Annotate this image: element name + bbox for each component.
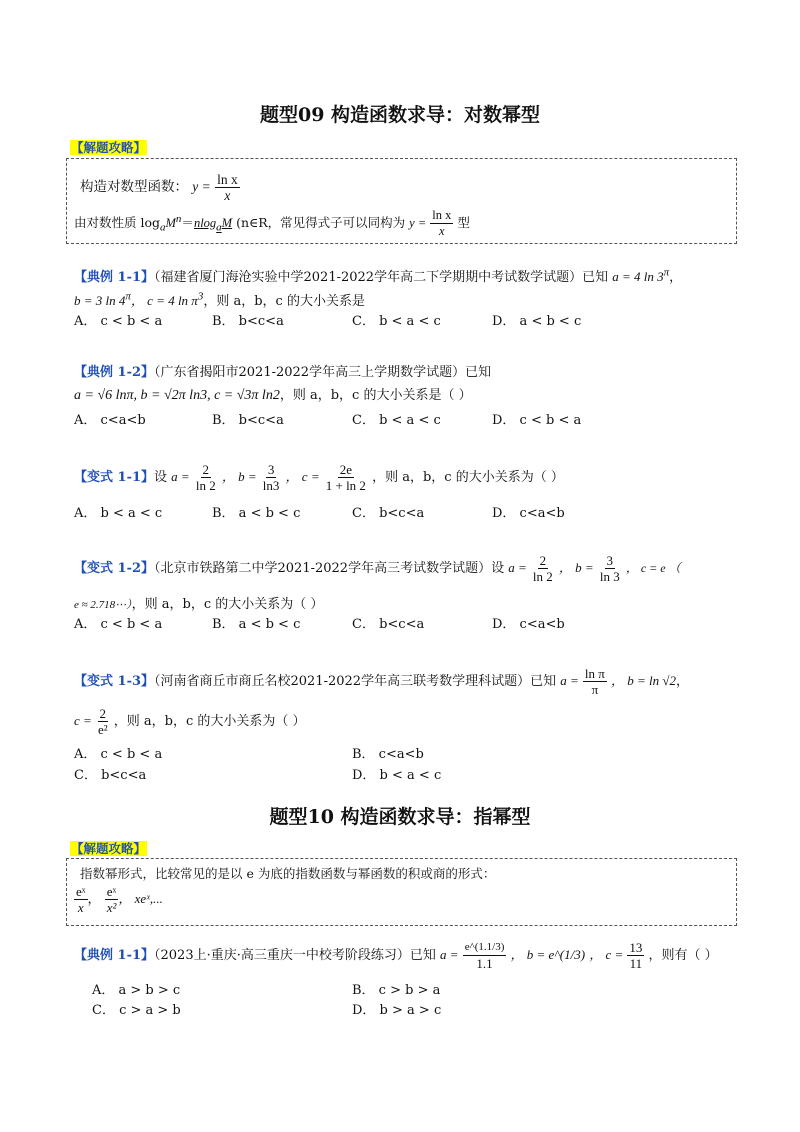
section2-guide-line1: 指数幂形式，比较常见的是以 e 为底的指数函数与幂函数的积或商的形式： [80, 866, 496, 881]
q1-stem: 【典例 1-1】（福建省厦门海沧实验中学2021-2022学年高二下学期期中考试数学试题）已知 a = 4 $\ln 3^\pi$， [74, 266, 683, 285]
q3-option-a[interactable]: A． b < a < c [74, 506, 163, 521]
q1-stem-line2: b = 3 $\ln 4^\pi$， c = 4 $\ln \pi^3$，则 a，b，c 的大小关系是 [74, 290, 365, 309]
q4-stem: 【变式 1-2】（北京市铁路第二中学2021-2022学年高三考试数学试题）设 a = $\frac{2}{\ln 2}$ ， b = $\frac{3}{\ln 3}$ ， c = e （ [74, 553, 681, 584]
q3-option-d[interactable]: D． c<a<b [492, 506, 565, 521]
q1-option-c[interactable]: C． b < a < c [352, 314, 441, 329]
q1-option-d[interactable]: D． a < b < c [492, 314, 582, 329]
guide-line2: 由对数性质 $\log_aM^n=nlog_aM$ (n∈R，常见得式子可以同构为 y = $\frac{\text{ln x}}{x}$ 型 [74, 208, 470, 238]
guide-line1: 构造对数型函数： y = $\frac{\text{ln x}}{x}$ [80, 172, 238, 203]
q5-option-a[interactable]: A． c < b < a [74, 747, 163, 762]
q4-option-d[interactable]: D． c<a<b [492, 617, 565, 632]
q6-option-a[interactable]: A． a > b > c [92, 983, 181, 998]
q6-option-c[interactable]: C． c > a > b [92, 1003, 181, 1018]
q1-option-a[interactable]: A． c < b < a [74, 314, 163, 329]
q1-option-b[interactable]: B． b<c<a [212, 314, 284, 329]
q3-stem: 【变式 1-1】设 a = $\frac{2}{\ln 2}$ ， b = $\frac{3}{\ln 3}$ ， c = $\frac{2e}{1 + \ln 2}$ ，则 a，b，c 的大小关系为（ ） [74, 462, 564, 493]
q4-option-b[interactable]: B． a < b < c [212, 617, 301, 632]
section2-title: 题型10 构造函数求导：指幂型 [269, 806, 531, 828]
q2-option-b[interactable]: B． b<c<a [212, 413, 284, 428]
q4-stem-line2: e ≈ 2.718⋯），则 a，b，c 的大小关系为（ ） [74, 597, 324, 612]
q4-option-c[interactable]: C． b<c<a [352, 617, 425, 632]
q2-stem: 【典例 1-2】（广东省揭阳市2021-2022学年高三上学期数学试题）已知 [74, 365, 492, 380]
q2-option-d[interactable]: D． c < b < a [492, 413, 582, 428]
q5-stem: 【变式 1-3】（河南省商丘市商丘名校2021-2022学年高三联考数学理科试题）已知 a = $\frac{\text{ln π}}{\pi}$ ， b = ln √2， [74, 666, 690, 697]
q3-option-b[interactable]: B． a < b < c [212, 506, 301, 521]
section1-title: 题型09 构造函数求导：对数幂型 [259, 104, 541, 126]
q6-stem: 【典例 1-1】（2023上·重庆·高三重庆一中校考阶段练习）已知 a = $\frac{e\^{}(1.1/3)}{1.1}$ ， b = e^(1/3) ， c = $\frac{13}{11}$ ，则有（ ） [74, 940, 718, 971]
q5-stem-line2: c = $\frac{2}{\text{e²}}$ ，则 a，b，c 的大小关系为（ ） [74, 706, 306, 737]
q5-option-c[interactable]: C． b<c<a [74, 768, 147, 783]
section1-guide-tag: 【解题攻略】 [71, 140, 147, 155]
q3-option-c[interactable]: C． b<c<a [352, 506, 425, 521]
section2-guide-line2: $\frac{\text{eˣ}}{x}$ ， $\frac{\text{eˣ}}{\text{x²}}$ ， xeˣ,... [76, 884, 163, 915]
q5-option-d[interactable]: D． b < a < c [352, 768, 442, 783]
q5-option-b[interactable]: B． c<a<b [352, 747, 424, 762]
q2-stem-line2: a = √6 lnπ, b = √2π ln3, c = √3π ln2，则 a，b，c 的大小关系是（ ） [74, 388, 472, 403]
q6-option-d[interactable]: D． b > a > c [352, 1003, 442, 1018]
q2-option-a[interactable]: A． c<a<b [74, 413, 146, 428]
q4-option-a[interactable]: A． c < b < a [74, 617, 163, 632]
section2-guide-tag: 【解题攻略】 [71, 841, 147, 856]
q2-option-c[interactable]: C． b < a < c [352, 413, 441, 428]
q6-option-b[interactable]: B． c > b > a [352, 983, 441, 998]
